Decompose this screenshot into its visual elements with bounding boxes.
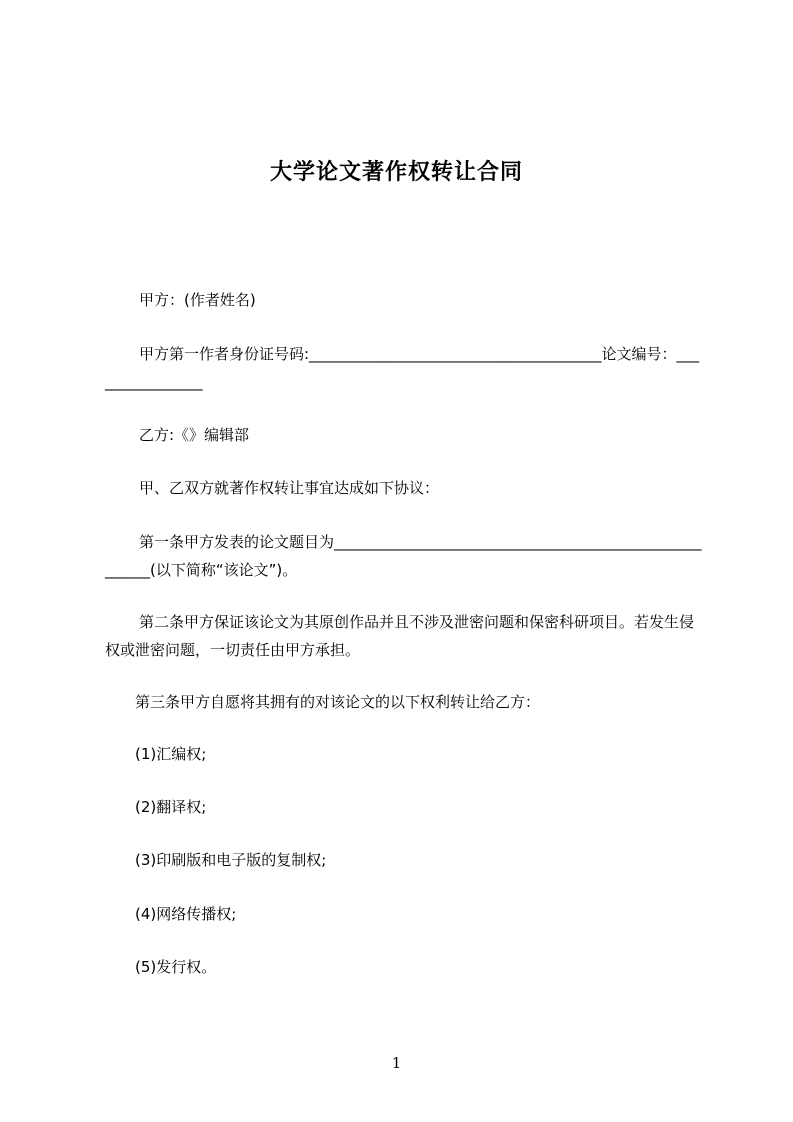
- agreement-intro: 甲、乙双方就著作权转让事宜达成如下协议：: [139, 479, 440, 497]
- article-3: 第三条甲方自愿将其拥有的对该论文的以下权利转让给乙方：: [135, 693, 541, 711]
- party-b-line: 乙方:《》编辑部: [139, 426, 250, 444]
- party-a-line: 甲方：(作者姓名): [139, 291, 256, 309]
- rights-list-item: (5)发行权。: [135, 958, 217, 976]
- page-number: 1: [391, 1054, 402, 1072]
- article-1: 第一条甲方发表的论文题目为_______________________________________________________(以下简称“该论文”)。: [105, 533, 702, 579]
- rights-list-item: (1)汇编权;: [135, 745, 207, 763]
- party-a-id-line: 甲方第一作者身份证号码:_______________________________________论文编号：________________: [105, 345, 700, 391]
- rights-list-item: (2)翻译权;: [135, 798, 207, 816]
- page-title: 大学论文著作权转让合同: [269, 159, 523, 185]
- rights-list-item: (3)印刷版和电子版的复制权;: [135, 851, 327, 869]
- article-2: 第二条甲方保证该论文为其原创作品并且不涉及泄密问题和保密科研项目。若发生侵权或泄密问题，一切责任由甲方承担。: [105, 613, 695, 659]
- rights-list-item: (4)网络传播权;: [135, 905, 237, 923]
